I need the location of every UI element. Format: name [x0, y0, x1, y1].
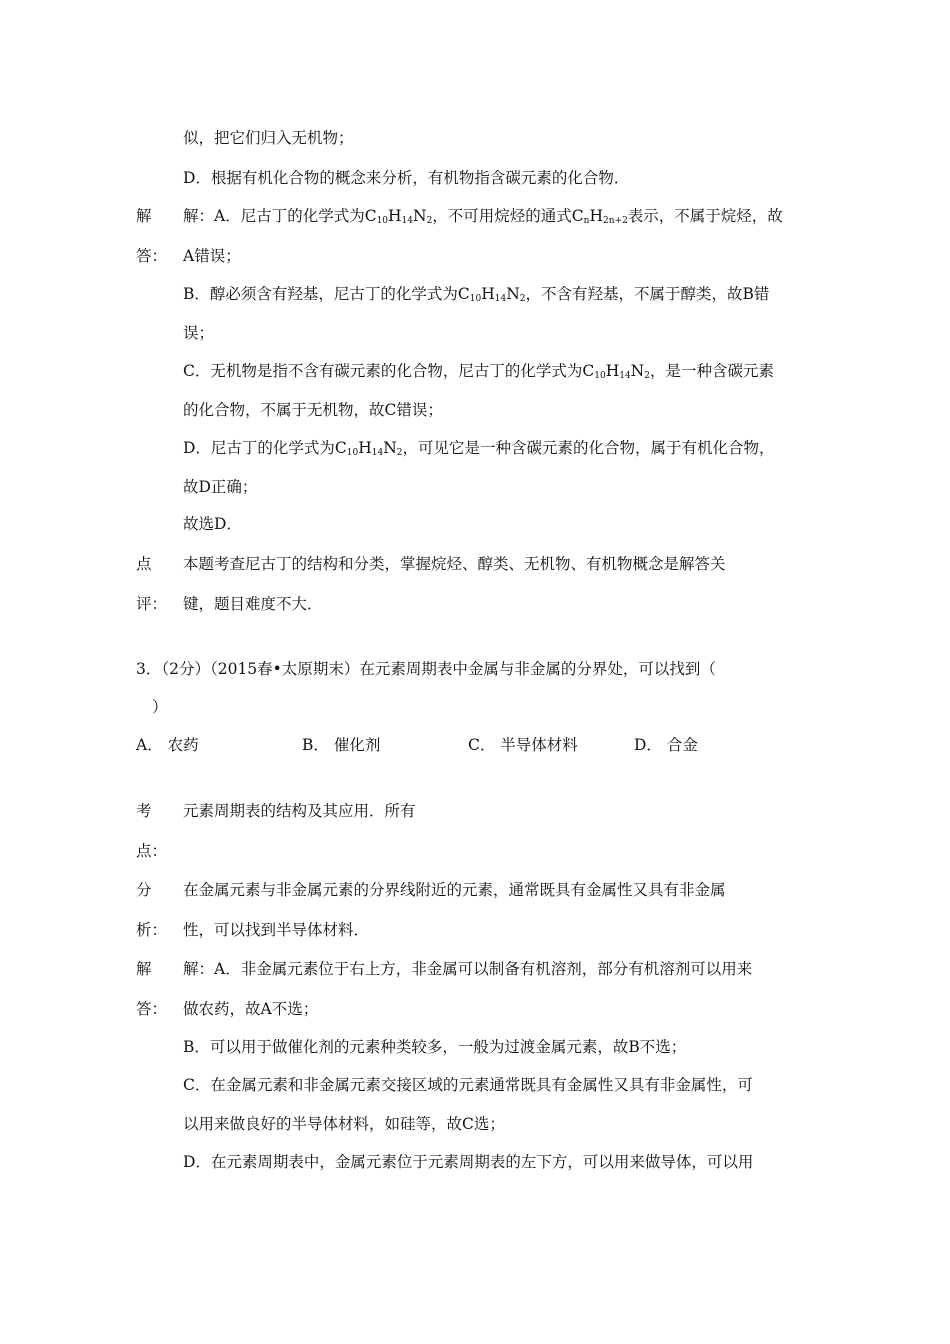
jieda-text: 以用来做良好的半导体材料，如硅等，故C选； [183, 1115, 505, 1133]
answer-line-b: B．醇必须含有羟基，尼古丁的化学式为$C_{10}H_{14}N_2$，不含有羟基，不属于醇类，故B错 [183, 285, 770, 304]
option-c: C． 半导体材料 [468, 736, 578, 754]
kaodian-label: 点： [136, 842, 168, 860]
answer-line-a: 解：A．尼古丁的化学式为$C_{10}H_{14}N_2$，不可用烷烃的通式$C_nH_{2n+2}$表示，不属于烷烃，故 [183, 207, 783, 226]
jieda-label: 答： [136, 1000, 168, 1018]
answer-line: 误； [183, 324, 215, 342]
comment-label: 评： [136, 595, 168, 613]
jieda-text: D．在元素周期表中，金属元素位于元素周期表的左下方，可以用来做导体，可以用 [183, 1153, 754, 1171]
jieda-text: C．在金属元素和非金属元素交接区域的元素通常既具有金属性又具有非金属性，可 [183, 1076, 753, 1094]
option-b: B． 催化剂 [302, 736, 381, 754]
fenxi-label: 析： [136, 921, 168, 939]
answer-label: 答： [136, 247, 168, 265]
answer-line-c: C．无机物是指不含有碳元素的化合物，尼古丁的化学式为$C_{10}H_{14}N_2$，是一种含碳元素 [183, 362, 774, 381]
answer-line-d: D．尼古丁的化学式为$C_{10}H_{14}N_2$，可见它是一种含碳元素的化合物，属于有机化合物， [183, 439, 775, 458]
fenxi-text: 在金属元素与非金属元素的分界线附近的元素，通常既具有金属性又具有非金属 [183, 881, 726, 899]
answer-line: 的化合物，不属于无机物，故C错误； [183, 401, 443, 419]
kaodian-label: 考 [136, 802, 152, 820]
answer-label: 解 [136, 207, 152, 225]
question-stem: 3．（2分）（2015春•太原期末）在元素周期表中金属与非金属的分界处，可以找到（ [136, 660, 716, 678]
kaodian-text: 元素周期表的结构及其应用．所有 [183, 802, 416, 820]
comment-text: 键，题目难度不大． [183, 595, 323, 613]
answer-line: A错误； [183, 247, 241, 265]
comment-text: 本题考查尼古丁的结构和分类，掌握烷烃、醇类、无机物、有机物概念是解答关 [183, 555, 726, 573]
comment-label: 点 [136, 555, 152, 573]
jieda-text: 做农药，故A不选； [183, 1000, 319, 1018]
answer-line: 故D正确； [183, 478, 258, 496]
jieda-label: 解 [136, 960, 152, 978]
solution-text-line: D．根据有机化合物的概念来分析，有机物指含碳元素的化合物． [183, 169, 630, 187]
jieda-text: 解：A．非金属元素位于右上方，非金属可以制备有机溶剂，部分有机溶剂可以用来 [183, 960, 753, 978]
fenxi-label: 分 [136, 881, 152, 899]
answer-final: 故选D． [183, 515, 242, 533]
jieda-text: B．可以用于做催化剂的元素种类较多，一般为过渡金属元素，故B不选； [183, 1038, 687, 1056]
option-d: D． 合金 [634, 736, 698, 754]
fenxi-text: 性，可以找到半导体材料． [183, 921, 370, 939]
solution-text-line: 似，把它们归入无机物； [183, 129, 354, 147]
option-a: A． 农药 [136, 736, 199, 754]
question-stem-end: ） [152, 698, 168, 716]
